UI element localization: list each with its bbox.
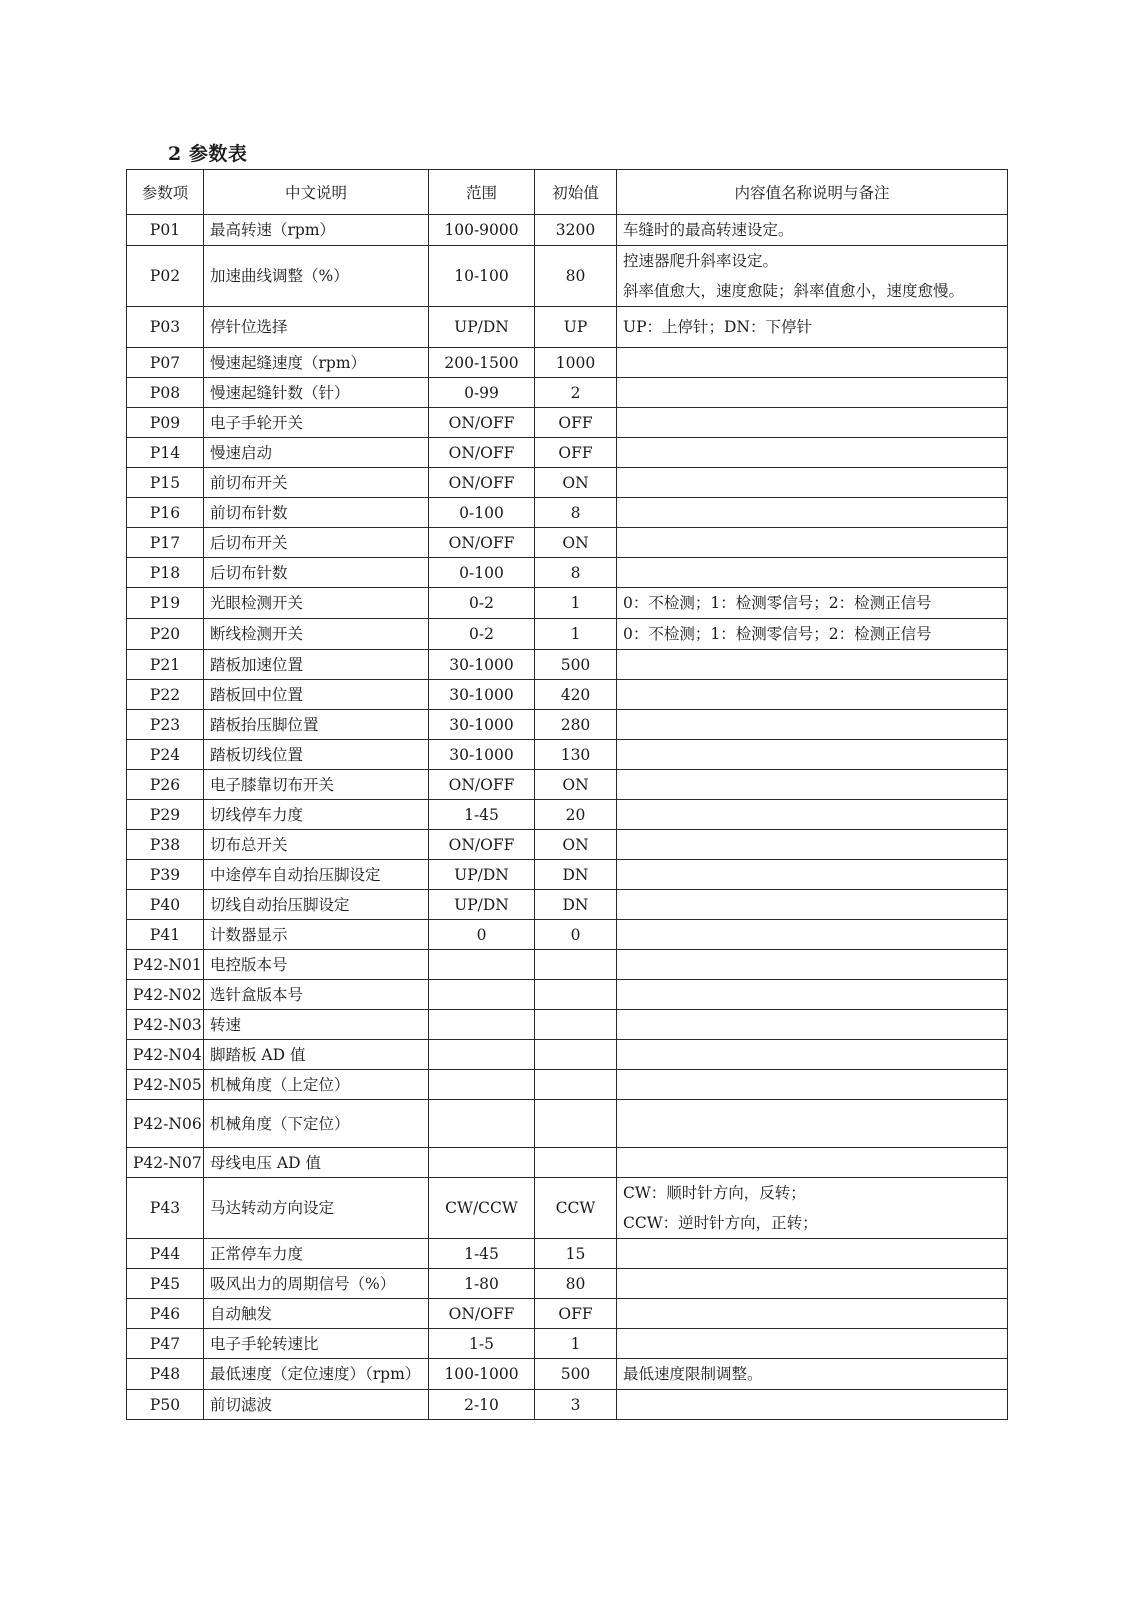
param-description-cell: 慢速启动 [204, 438, 429, 468]
param-description-cell: 正常停车力度 [204, 1239, 429, 1269]
table-row [127, 1148, 1008, 1178]
param-default-cell: 80 [535, 246, 617, 307]
param-notes-cell [617, 980, 1008, 1010]
param-default-cell: 1000 [535, 348, 617, 378]
note-line: 0：不检测；1：检测零信号；2：检测正信号 [623, 625, 932, 643]
param-description-cell: 踏板抬压脚位置 [204, 710, 429, 740]
table-row [127, 950, 1008, 980]
table-row [127, 528, 1008, 558]
param-code-cell: P46 [127, 1299, 204, 1329]
param-default-cell: 15 [535, 1239, 617, 1269]
param-range-cell: 200-1500 [429, 348, 535, 378]
param-notes-cell [617, 1178, 1008, 1239]
param-notes-cell [617, 1148, 1008, 1178]
note-line: UP：上停针；DN：下停针 [623, 318, 812, 336]
param-code-cell: P01 [127, 215, 204, 246]
param-range-cell: CW/CCW [429, 1178, 535, 1239]
param-default-cell: 1 [535, 588, 617, 619]
param-description-cell: 切线自动抬压脚设定 [204, 890, 429, 920]
param-code-cell: P44 [127, 1239, 204, 1269]
param-default-cell: 8 [535, 558, 617, 588]
param-range-cell [429, 1070, 535, 1100]
table-row [127, 710, 1008, 740]
table-row [127, 1100, 1008, 1148]
param-range-cell: ON/OFF [429, 438, 535, 468]
param-code-cell: P42-N02 [127, 980, 204, 1010]
param-code-cell: P22 [127, 680, 204, 710]
param-notes-cell [617, 860, 1008, 890]
param-code-cell: P18 [127, 558, 204, 588]
param-range-cell: ON/OFF [429, 408, 535, 438]
param-code-cell: P42-N01 [127, 950, 204, 980]
param-notes-cell [617, 1040, 1008, 1070]
param-description-cell: 光眼检测开关 [204, 588, 429, 619]
param-default-cell: 420 [535, 680, 617, 710]
param-notes-cell [617, 468, 1008, 498]
param-code-cell: P40 [127, 890, 204, 920]
param-description-cell: 加速曲线调整（%） [204, 246, 429, 307]
param-description-cell: 踏板切线位置 [204, 740, 429, 770]
note-line: 控速器爬升斜率设定。 [623, 252, 779, 270]
param-notes-cell [617, 215, 1008, 246]
param-range-cell: 0-2 [429, 619, 535, 650]
table-row [127, 498, 1008, 528]
param-default-cell [535, 1148, 617, 1178]
param-description-cell: 计数器显示 [204, 920, 429, 950]
table-row [127, 408, 1008, 438]
table-row [127, 1299, 1008, 1329]
param-code-cell: P07 [127, 348, 204, 378]
param-notes-cell [617, 498, 1008, 528]
param-notes-cell [617, 246, 1008, 307]
param-range-cell: ON/OFF [429, 528, 535, 558]
table-row [127, 1040, 1008, 1070]
param-notes-cell [617, 378, 1008, 408]
table-row [127, 1359, 1008, 1390]
table-row [127, 215, 1008, 246]
note-line: 车缝时的最高转速设定。 [623, 221, 794, 239]
param-description-cell: 电子手轮开关 [204, 408, 429, 438]
param-description-cell: 最高转速（rpm） [204, 215, 429, 246]
param-notes-cell [617, 1329, 1008, 1359]
param-default-cell: 2 [535, 378, 617, 408]
param-range-cell: 1-80 [429, 1269, 535, 1299]
param-default-cell: DN [535, 860, 617, 890]
param-code-cell: P42-N04 [127, 1040, 204, 1070]
param-code-cell: P47 [127, 1329, 204, 1359]
param-default-cell: 0 [535, 920, 617, 950]
param-notes-cell [617, 1269, 1008, 1299]
param-default-cell: CCW [535, 1178, 617, 1239]
param-default-cell: OFF [535, 408, 617, 438]
param-description-cell: 后切布开关 [204, 528, 429, 558]
param-range-cell: ON/OFF [429, 1299, 535, 1329]
param-code-cell: P14 [127, 438, 204, 468]
param-default-cell: DN [535, 890, 617, 920]
param-notes-cell [617, 680, 1008, 710]
param-notes-cell [617, 1359, 1008, 1390]
param-notes-cell [617, 800, 1008, 830]
table-row [127, 650, 1008, 680]
param-notes-cell [617, 770, 1008, 800]
table-row [127, 307, 1008, 348]
param-code-cell: P50 [127, 1390, 204, 1420]
param-notes-cell [617, 438, 1008, 468]
param-default-cell: 500 [535, 650, 617, 680]
param-range-cell: 30-1000 [429, 650, 535, 680]
param-default-cell: 3200 [535, 215, 617, 246]
table-header-row [127, 170, 1008, 215]
param-range-cell: 0-2 [429, 588, 535, 619]
param-notes-cell [617, 1299, 1008, 1329]
table-row [127, 1329, 1008, 1359]
param-notes-cell [617, 348, 1008, 378]
param-notes-cell [617, 558, 1008, 588]
param-default-cell: ON [535, 528, 617, 558]
param-description-cell: 前切布开关 [204, 468, 429, 498]
table-row [127, 680, 1008, 710]
param-range-cell: 100-9000 [429, 215, 535, 246]
param-description-cell: 中途停车自动抬压脚设定 [204, 860, 429, 890]
param-range-cell: 30-1000 [429, 710, 535, 740]
param-description-cell: 切线停车力度 [204, 800, 429, 830]
table-row [127, 1390, 1008, 1420]
param-notes-cell [617, 830, 1008, 860]
param-description-cell: 转速 [204, 1010, 429, 1040]
header-description: 中文说明 [204, 170, 429, 215]
param-description-cell: 母线电压 AD 值 [204, 1148, 429, 1178]
param-code-cell: P48 [127, 1359, 204, 1390]
param-default-cell [535, 950, 617, 980]
param-code-cell: P42-N03 [127, 1010, 204, 1040]
table-row [127, 246, 1008, 307]
param-code-cell: P39 [127, 860, 204, 890]
param-default-cell: OFF [535, 1299, 617, 1329]
param-description-cell: 切布总开关 [204, 830, 429, 860]
table-row [127, 468, 1008, 498]
param-default-cell: ON [535, 830, 617, 860]
param-default-cell: 500 [535, 1359, 617, 1390]
param-range-cell: 100-1000 [429, 1359, 535, 1390]
table-row [127, 920, 1008, 950]
header-default: 初始值 [535, 170, 617, 215]
param-notes-cell [617, 950, 1008, 980]
param-code-cell: P03 [127, 307, 204, 348]
param-code-cell: P15 [127, 468, 204, 498]
param-notes-cell [617, 740, 1008, 770]
param-range-cell: ON/OFF [429, 770, 535, 800]
table-row [127, 438, 1008, 468]
param-range-cell: 1-45 [429, 800, 535, 830]
param-notes-cell [617, 307, 1008, 348]
header-notes: 内容值名称说明与备注 [617, 170, 1008, 215]
table-row [127, 860, 1008, 890]
param-default-cell: 20 [535, 800, 617, 830]
param-description-cell: 停针位选择 [204, 307, 429, 348]
param-notes-cell [617, 1390, 1008, 1420]
param-default-cell: 1 [535, 619, 617, 650]
note-line: CCW：逆时针方向，正转； [623, 1214, 818, 1232]
param-default-cell: 130 [535, 740, 617, 770]
param-description-cell: 电子手轮转速比 [204, 1329, 429, 1359]
param-notes-cell [617, 1010, 1008, 1040]
parameter-table [126, 169, 1008, 1420]
param-code-cell: P21 [127, 650, 204, 680]
param-notes-cell [617, 408, 1008, 438]
param-notes-cell [617, 920, 1008, 950]
param-notes-cell [617, 650, 1008, 680]
param-notes-cell [617, 1100, 1008, 1148]
param-code-cell: P41 [127, 920, 204, 950]
table-row [127, 980, 1008, 1010]
param-default-cell: 80 [535, 1269, 617, 1299]
param-default-cell: 280 [535, 710, 617, 740]
param-default-cell: 3 [535, 1390, 617, 1420]
note-line: 最低速度限制调整。 [623, 1365, 763, 1383]
param-default-cell: UP [535, 307, 617, 348]
param-description-cell: 慢速起缝针数（针） [204, 378, 429, 408]
param-range-cell: UP/DN [429, 860, 535, 890]
table-row [127, 1178, 1008, 1239]
param-description-cell: 踏板回中位置 [204, 680, 429, 710]
table-row [127, 770, 1008, 800]
param-description-cell: 最低速度（定位速度）（rpm） [204, 1359, 429, 1390]
param-description-cell: 前切布针数 [204, 498, 429, 528]
param-description-cell: 吸风出力的周期信号（%） [204, 1269, 429, 1299]
param-description-cell: 慢速起缝速度（rpm） [204, 348, 429, 378]
param-default-cell: 8 [535, 498, 617, 528]
param-description-cell: 踏板加速位置 [204, 650, 429, 680]
table-row [127, 1269, 1008, 1299]
param-range-cell: 0 [429, 920, 535, 950]
param-default-cell: 1 [535, 1329, 617, 1359]
param-code-cell: P42-N06 [127, 1100, 204, 1148]
param-code-cell: P23 [127, 710, 204, 740]
param-description-cell: 脚踏板 AD 值 [204, 1040, 429, 1070]
param-default-cell [535, 1040, 617, 1070]
param-description-cell: 自动触发 [204, 1299, 429, 1329]
param-notes-cell [617, 710, 1008, 740]
header-range: 范围 [429, 170, 535, 215]
param-range-cell: 0-100 [429, 498, 535, 528]
param-range-cell: ON/OFF [429, 830, 535, 860]
note-line: 0：不检测；1：检测零信号；2：检测正信号 [623, 594, 932, 612]
param-default-cell [535, 980, 617, 1010]
param-description-cell: 选针盒版本号 [204, 980, 429, 1010]
table-row [127, 830, 1008, 860]
param-notes-cell [617, 890, 1008, 920]
param-description-cell: 机械角度（上定位） [204, 1070, 429, 1100]
param-code-cell: P17 [127, 528, 204, 558]
param-code-cell: P29 [127, 800, 204, 830]
param-code-cell: P26 [127, 770, 204, 800]
param-range-cell: UP/DN [429, 307, 535, 348]
param-description-cell: 断线检测开关 [204, 619, 429, 650]
param-code-cell: P42-N05 [127, 1070, 204, 1100]
table-row [127, 588, 1008, 619]
header-code: 参数项 [127, 170, 204, 215]
table-row [127, 348, 1008, 378]
param-code-cell: P02 [127, 246, 204, 307]
param-code-cell: P19 [127, 588, 204, 619]
param-default-cell: OFF [535, 438, 617, 468]
section-title: 2 参数表 [168, 143, 248, 165]
table-row [127, 619, 1008, 650]
param-notes-cell [617, 1239, 1008, 1269]
param-code-cell: P24 [127, 740, 204, 770]
param-code-cell: P38 [127, 830, 204, 860]
param-notes-cell [617, 619, 1008, 650]
table-body [127, 215, 1008, 1420]
note-line: CW：顺时针方向，反转； [623, 1184, 806, 1202]
param-default-cell [535, 1010, 617, 1040]
param-description-cell: 马达转动方向设定 [204, 1178, 429, 1239]
param-range-cell: 2-10 [429, 1390, 535, 1420]
param-range-cell: ON/OFF [429, 468, 535, 498]
param-notes-cell [617, 528, 1008, 558]
param-range-cell [429, 980, 535, 1010]
param-default-cell: ON [535, 770, 617, 800]
param-range-cell: 0-99 [429, 378, 535, 408]
table-row [127, 1010, 1008, 1040]
param-default-cell [535, 1100, 617, 1148]
table-row [127, 1070, 1008, 1100]
param-range-cell: 30-1000 [429, 740, 535, 770]
param-code-cell: P16 [127, 498, 204, 528]
table-row [127, 378, 1008, 408]
param-notes-cell [617, 1070, 1008, 1100]
param-notes-cell [617, 588, 1008, 619]
param-description-cell: 机械角度（下定位） [204, 1100, 429, 1148]
param-description-cell: 电子膝靠切布开关 [204, 770, 429, 800]
param-range-cell [429, 1010, 535, 1040]
param-range-cell: 1-45 [429, 1239, 535, 1269]
param-range-cell: 30-1000 [429, 680, 535, 710]
param-code-cell: P09 [127, 408, 204, 438]
param-range-cell: UP/DN [429, 890, 535, 920]
table-row [127, 558, 1008, 588]
table-row [127, 890, 1008, 920]
param-code-cell: P45 [127, 1269, 204, 1299]
param-range-cell: 0-100 [429, 558, 535, 588]
param-range-cell [429, 1100, 535, 1148]
param-description-cell: 前切滤波 [204, 1390, 429, 1420]
param-description-cell: 电控版本号 [204, 950, 429, 980]
table-row [127, 800, 1008, 830]
param-range-cell [429, 1040, 535, 1070]
table-row [127, 1239, 1008, 1269]
param-code-cell: P42-N07 [127, 1148, 204, 1178]
param-code-cell: P20 [127, 619, 204, 650]
param-range-cell: 1-5 [429, 1329, 535, 1359]
param-default-cell: ON [535, 468, 617, 498]
param-code-cell: P08 [127, 378, 204, 408]
param-description-cell: 后切布针数 [204, 558, 429, 588]
param-range-cell [429, 950, 535, 980]
param-default-cell [535, 1070, 617, 1100]
param-code-cell: P43 [127, 1178, 204, 1239]
table-row [127, 740, 1008, 770]
param-range-cell: 10-100 [429, 246, 535, 307]
note-line: 斜率值愈大，速度愈陡；斜率值愈小，速度愈慢。 [623, 282, 965, 300]
param-range-cell [429, 1148, 535, 1178]
